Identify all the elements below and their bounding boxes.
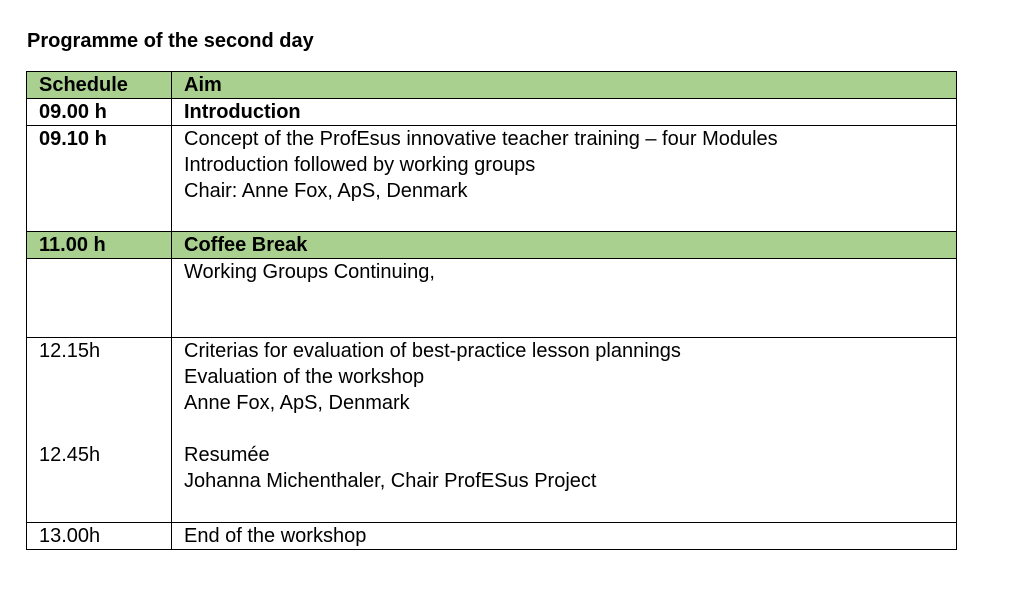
aim-line: Chair: Anne Fox, ApS, Denmark bbox=[184, 180, 468, 202]
aim-line: Resumée bbox=[184, 444, 270, 466]
aim-cell bbox=[172, 99, 957, 126]
aim-cell bbox=[172, 232, 957, 259]
aim-line: Evaluation of the workshop bbox=[184, 366, 425, 388]
table-row bbox=[27, 338, 957, 523]
aim-line: Introduction bbox=[184, 101, 301, 123]
page-title: Programme of the second day bbox=[27, 30, 314, 52]
table-header-row bbox=[27, 72, 957, 99]
table-row bbox=[27, 99, 957, 126]
aim-cell bbox=[172, 126, 957, 232]
schedule-time: 13.00h bbox=[27, 523, 172, 550]
aim-line: Working Groups Continuing, bbox=[184, 261, 435, 283]
aim-line: Concept of the ProfEsus innovative teacher training – four Modules bbox=[184, 128, 778, 150]
header-schedule: Schedule bbox=[27, 72, 172, 99]
aim-line: Criterias for evaluation of best-practice lesson plannings bbox=[184, 340, 681, 362]
schedule-time-cell bbox=[27, 338, 172, 523]
schedule-time: 09.00 h bbox=[27, 99, 172, 126]
aim-line: Johanna Michenthaler, Chair ProfESus Project bbox=[184, 470, 597, 492]
aim-cell bbox=[172, 338, 957, 523]
schedule-time: 09.10 h bbox=[27, 126, 172, 232]
table-row bbox=[27, 259, 957, 338]
aim-cell bbox=[172, 523, 957, 550]
table-row bbox=[27, 523, 957, 550]
schedule-time bbox=[27, 259, 172, 338]
aim-cell bbox=[172, 259, 957, 338]
aim-line: Introduction followed by working groups bbox=[184, 154, 536, 176]
table-row-break bbox=[27, 232, 957, 259]
table-row bbox=[27, 126, 957, 232]
programme-table bbox=[26, 71, 957, 550]
aim-line: End of the workshop bbox=[184, 525, 367, 547]
schedule-time: 12.45h bbox=[39, 444, 101, 466]
aim-line: Anne Fox, ApS, Denmark bbox=[184, 392, 410, 414]
header-aim: Aim bbox=[172, 72, 957, 99]
schedule-time: 12.15h bbox=[39, 340, 101, 362]
schedule-time: 11.00 h bbox=[27, 232, 172, 259]
aim-line: Coffee Break bbox=[184, 234, 308, 256]
